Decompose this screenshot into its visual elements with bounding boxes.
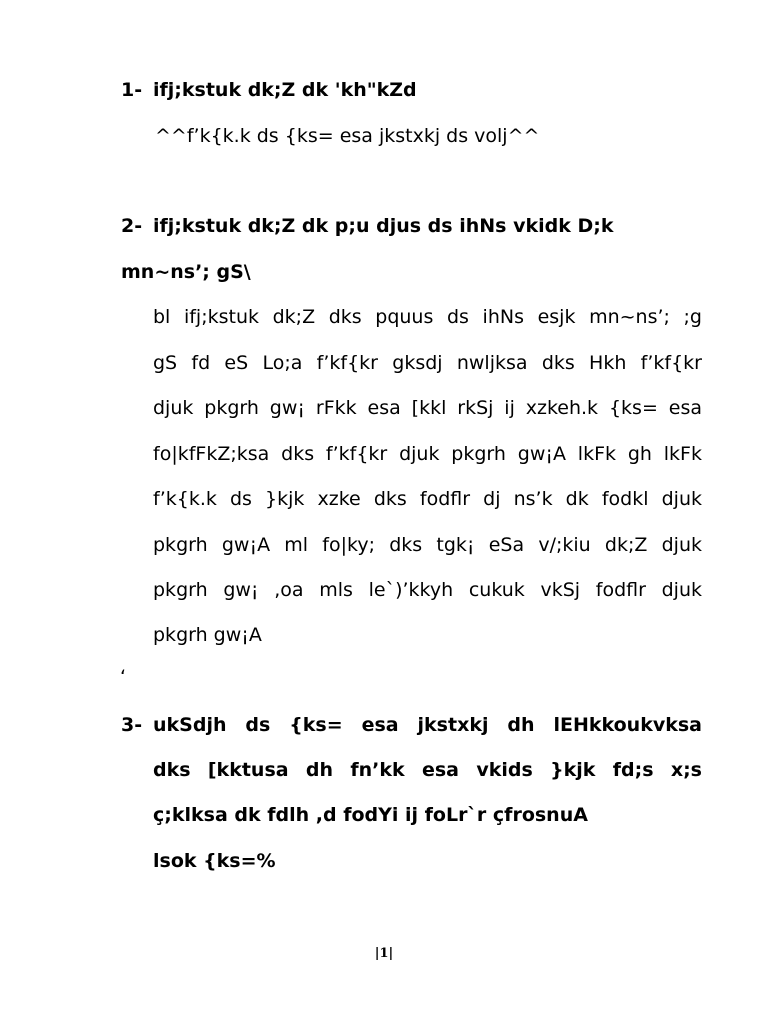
section-1-subtitle: ^^f’k{k.k ds {ks= esa jkstxkj ds volj^^ <box>155 125 540 147</box>
page-number: |1| <box>374 946 394 961</box>
section-3-number: 3- <box>121 714 143 736</box>
section-2-number: 2- <box>121 215 143 237</box>
section-3-last-line: lsok {ks=% <box>153 850 276 872</box>
body-line: f’k{k.k ds }kjk xzke dks fodflr dj ns’k dk fodkl djuk <box>153 488 702 510</box>
body-line: pkgrh gw¡ ,oa mls le`)’kkyh cukuk vkSj fodflr djuk <box>153 579 702 601</box>
section-3-line: dks [kktusa dh fn’kk esa vkids }kjk fd;s x;s <box>153 759 702 781</box>
body-line-last: pkgrh gw¡A <box>153 624 262 646</box>
section-3-line: ç;klksa dk fdlh ,d fodYi ij foLr`r çfrosnuA <box>153 804 588 826</box>
section-1-heading: ifj;kstuk dk;Z dk 'kh"kZd <box>153 79 417 101</box>
stray-mark: ‘ <box>120 666 127 688</box>
section-2-heading-line1: ifj;kstuk dk;Z dk p;u djus ds ihNs vkidk D;k <box>153 215 614 237</box>
body-line: djuk pkgrh gw¡ rFkk esa [kkl rkSj ij xzkeh.k {ks= esa <box>153 397 702 419</box>
body-line: pkgrh gw¡A ml fo|ky; dks tgk¡ eSa v/;kiu dk;Z djuk <box>153 534 702 556</box>
section-3-line: ukSdjh ds {ks= esa jkstxkj dh lEHkkoukvksa <box>153 714 702 736</box>
body-line: bl ifj;kstuk dk;Z dks pquus ds ihNs esjk mn~ns’; ;g <box>153 306 702 328</box>
section-1-number: 1- <box>121 79 143 101</box>
body-line: gS fd eS Lo;a f’kf{kr gksdj nwljksa dks Hkh f’kf{kr <box>153 352 702 374</box>
body-line: fo|kfFkZ;ksa dks f’kf{kr djuk pkgrh gw¡A lkFk gh lkFk <box>153 443 702 465</box>
section-2-heading-line2: mn~ns’; gS\ <box>121 261 251 283</box>
